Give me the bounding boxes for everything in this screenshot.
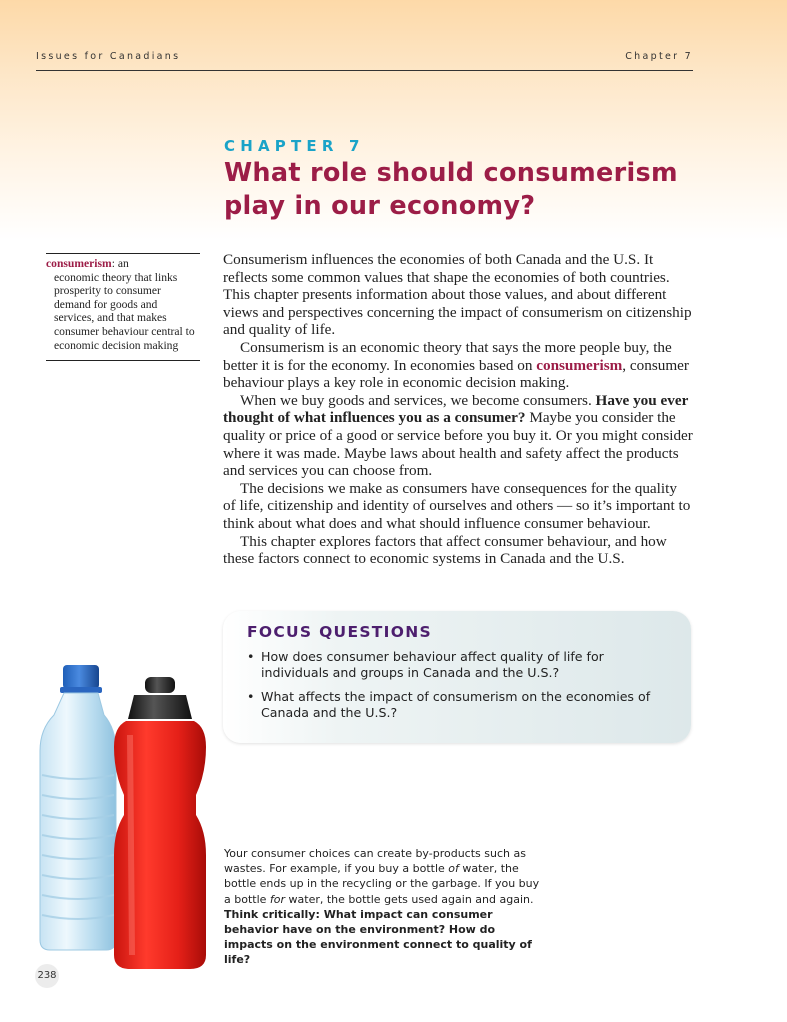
body-paragraph-2 [223,339,693,392]
body-paragraph-5: This chapter explores factors that affect consumer behaviour, and how these factors connect to economic systems in Canada and the U.S. [223,532,667,568]
focus-question-1 [245,649,665,682]
chapter-title-line-1: What role should consumerism [224,158,678,188]
caption-emphasis-of: of [448,862,459,876]
glossary-keyword-link[interactable]: consumerism [536,356,623,374]
body-paragraph-2-text-a: Consumerism is an economic theory that says the more people buy, the better it is for the economy. In economies based on [223,338,672,374]
chapter-label: CHAPTER 7 [224,137,365,155]
caption-critical-thinking-question: Think critically: What impact can consumer behavior have on the environment? How do impacts on the environment connect to quality of life? [224,907,532,967]
body-paragraph-3-text-a: When we buy goods and services, we become consumers. [240,391,596,409]
water-bottle [40,665,116,950]
body-paragraph-2-text-b: , consumer behaviour plays a key role in economic decision making. [223,356,689,392]
caption-text-2: water, the bottle ends up in the recycling or the garbage. If you buy a bottle [224,862,540,906]
page-number: 238 [35,964,59,988]
bullet-icon: • [247,688,255,704]
body-text [223,251,693,568]
header-rule [36,70,693,71]
running-header-chapter: Chapter 7 [625,51,693,62]
focus-question-1-text: How does consumer behaviour affect quality of life for individuals and groups in Canada and the U.S.? [261,649,604,681]
caption-emphasis-for: for [269,892,286,906]
chapter-title-line-2: play in our economy? [224,191,536,221]
focus-questions-heading: FOCUS QUESTIONS [247,623,432,641]
inquiry-question: Have you ever thought of what influences you as a consumer? [223,391,689,427]
running-header-book-title: Issues for Canadians [36,51,181,62]
bottles-photo [30,655,215,975]
running-header [36,51,693,62]
body-paragraph-4: The decisions we make as consumers have consequences for the quality of life, citizenship and identity of ourselves and others — so it’s important to think about what does and what should influence consumer behaviour. [223,479,691,532]
body-paragraph-3 [223,392,693,480]
focus-question-2-text: What affects the impact of consumerism on the economies of Canada and the U.S.? [261,688,651,720]
body-paragraph-3-text-b: Maybe you consider the quality or price of a good or service before you buy it. Or you might consider where it was made. Maybe laws about health and safety affect the products and services you can choose from. [223,409,693,480]
bullet-icon: • [247,649,255,664]
focus-questions-list [245,649,665,728]
focus-question-2 [245,689,665,722]
glossary-definition: economic theory that links prosperity to consumer demand for goods and services, and that makes consumer behaviour central to economic decision making [54,270,195,352]
caption-text-1: Your consumer choices can create by-products such as wastes. For example, if you buy a bottle [224,847,526,876]
chapter-title [224,157,694,223]
red-sports-bottle [114,677,206,969]
focus-questions-box [223,611,691,743]
glossary-note [46,253,200,361]
photo-caption [224,846,544,968]
body-paragraph-1: Consumerism influences the economies of both Canada and the U.S. It reflects some common values that shape the economies of both countries. This chapter presents information about those values, and about different views and perspectives concerning the impact of consumerism on citizenship and quality of life. [223,251,692,339]
glossary-term: consumerism [46,257,112,270]
glossary-separator: : an [111,257,129,270]
caption-text-3: water, the bottle gets used again and again. [285,892,534,906]
